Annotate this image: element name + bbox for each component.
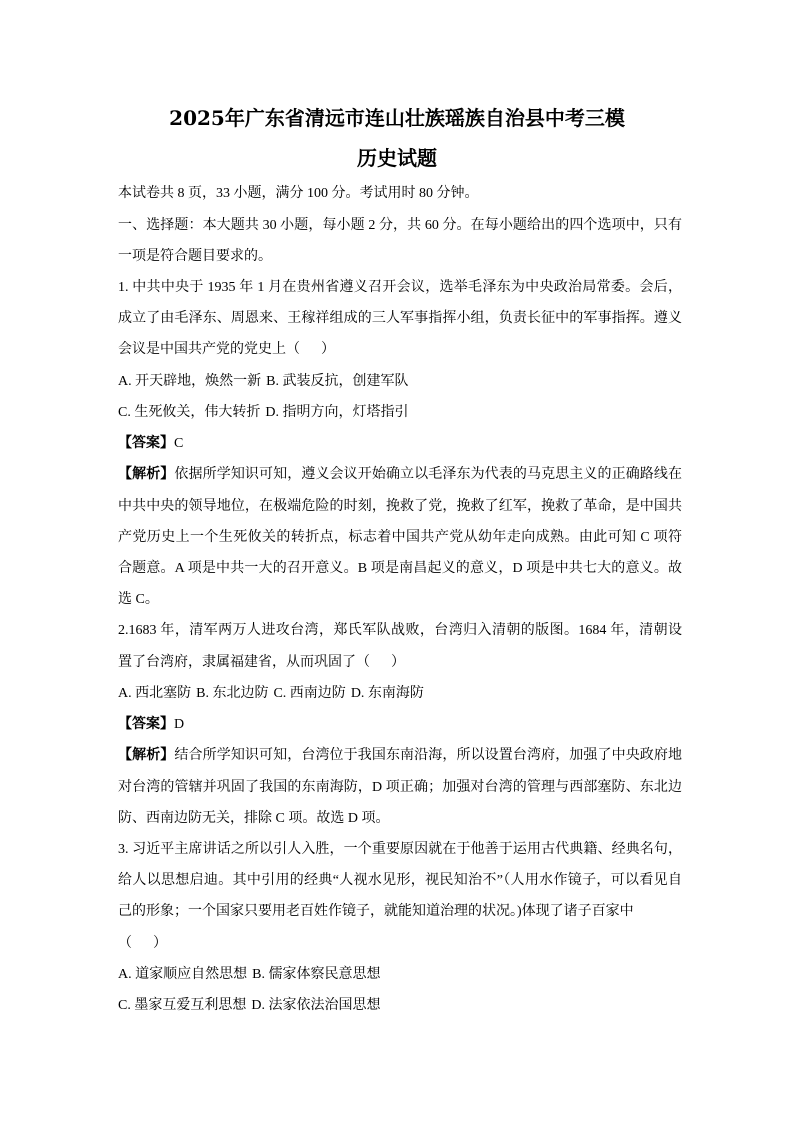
option-a: A. 西北塞防 (118, 685, 192, 701)
option-b: B. 东北边防 (196, 685, 269, 701)
analysis-line: 合题意。A 项是中共一大的召开意义。B 项是南昌起义的意义，D 项是中共七大的意义。故 (118, 561, 682, 577)
option-b: B. 儒家体察民意思想 (252, 966, 381, 982)
option-line (118, 366, 682, 397)
answer-label: 【答案】 (118, 717, 174, 733)
option-a: A. 开天辟地，焕然一新 (118, 373, 262, 389)
answer-line (118, 709, 682, 740)
exam-subject-title: 历史试题 (357, 146, 437, 170)
exam-title: 2025年广东省清远市连山壮族瑶族自治县中考三模 (169, 106, 625, 130)
analysis-line: 产党历史上一个生死攸关的转折点，标志着中国共产党从幼年走向成熟。由此可知 C 项符 (118, 529, 682, 545)
question-stem-line: 2.1683 年，清军两万人进攻台湾，郑氏军队战败，台湾归入清朝的版图。1684 年，清朝设 (118, 623, 682, 639)
analysis-label: 【解析】 (118, 467, 175, 483)
exam-intro: 本试卷共 8 页，33 小题，满分 100 分。考试用时 80 分钟。 (118, 186, 479, 202)
section-heading-line: 一项是符合题目要求的。 (118, 248, 272, 264)
analysis-line: 中共中央的领导地位，在极端危险的时刻，挽救了党，挽救了红军，挽救了革命，是中国共 (118, 498, 682, 514)
analysis-text: 结合所学知识可知，台湾位于我国东南沿海，所以设置台湾府，加强了中央政府地 (174, 748, 682, 764)
question-stem-line: 己的形象；一个国家只要用老百姓作镜子，就能知道治理的状况。)体现了诸子百家中 (118, 904, 634, 920)
option-c: C. 西南边防 (273, 685, 346, 701)
question-stem-line: 给人以思想启迪。其中引用的经典“人视水见形，视民知治不”（人用水作镜子，可以看见自 (118, 873, 682, 889)
question-stem-line: 成立了由毛泽东、周恩来、王稼祥组成的三人军事指挥小组，负责长征中的军事指挥。遵义 (118, 311, 682, 327)
option-b: B. 武装反抗，创建军队 (266, 373, 409, 389)
question-1 (118, 272, 682, 615)
option-d: D. 法家依法治国思想 (251, 998, 381, 1014)
answer-value: D (174, 717, 185, 733)
question-stem-line: 置了台湾府，隶属福建省，从而巩固了（ ） (118, 654, 405, 670)
answer-line (118, 428, 682, 459)
answer-value: C (174, 436, 184, 452)
option-c: C. 墨家互爱互利思想 (118, 998, 247, 1014)
question-2 (118, 615, 682, 834)
option-line (118, 959, 682, 990)
analysis-line: 选 C。 (118, 592, 159, 608)
option-a: A. 道家顺应自然思想 (118, 966, 248, 982)
answer-label: 【答案】 (118, 436, 174, 452)
exam-body (118, 178, 682, 1021)
question-stem-line: 会议是中国共产党的党史上（ ） (118, 342, 335, 358)
question-stem-line: （ ） (118, 935, 167, 951)
analysis-line: 对台湾的管辖并巩固了我国的东南海防，D 项正确；加强对台湾的管理与西部塞防、东北边 (118, 779, 682, 795)
analysis-line (118, 459, 682, 490)
option-line (118, 397, 682, 428)
option-c: C. 生死攸关，伟大转折 (118, 404, 261, 420)
option-line (118, 990, 682, 1021)
option-line (118, 678, 682, 709)
option-d: D. 东南海防 (350, 685, 424, 701)
question-stem-line: 3. 习近平主席讲话之所以引人入胜，一个重要原因就在于他善于运用古代典籍、经典名句， (118, 841, 682, 857)
analysis-label: 【解析】 (118, 748, 175, 764)
analysis-text: 依据所学知识可知，遵义会议开始确立以毛泽东为代表的马克思主义的正确路线在 (174, 467, 682, 483)
question-3 (118, 834, 682, 1021)
section-heading (118, 210, 682, 272)
option-d: D. 指明方向，灯塔指引 (265, 404, 409, 420)
section-heading-line: 一、选择题：本大题共 30 小题，每小题 2 分，共 60 分。在每小题给出的四个选项中，只有 (118, 217, 682, 233)
analysis-line (118, 740, 682, 771)
analysis-line: 防、西南边防无关，排除 C 项。故选 D 项。 (118, 810, 390, 826)
question-stem-line: 1. 中共中央于 1935 年 1 月在贵州省遵义召开会议，选举毛泽东为中央政治局常委。会后， (118, 280, 682, 296)
